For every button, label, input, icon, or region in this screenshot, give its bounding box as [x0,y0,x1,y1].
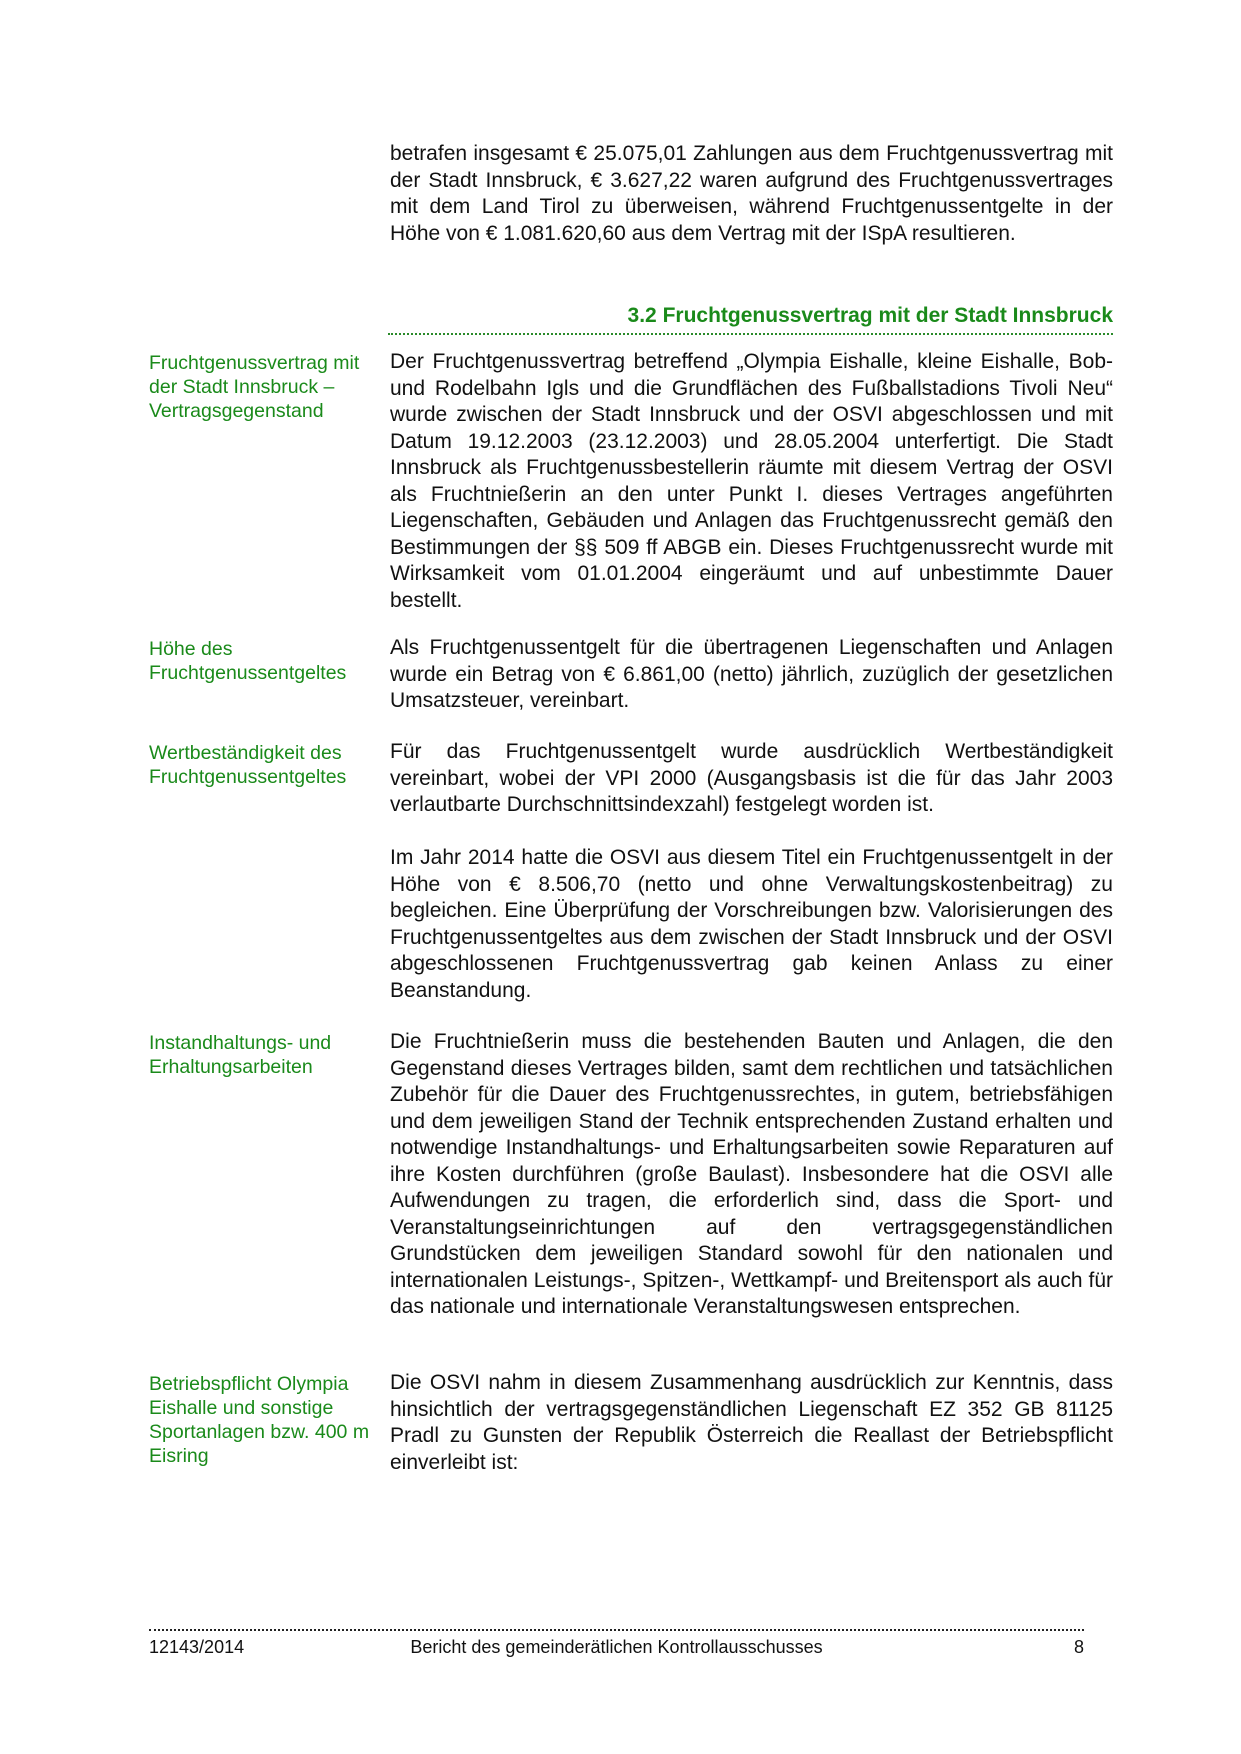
section-heading-rule [388,333,1113,335]
footer-report-number: 12143/2014 [149,1637,245,1657]
margin-label-vertragsgegenstand: Fruchtgenussvertrag mit der Stadt Innsbruck – Vertragsgegenstand [149,352,360,422]
footer-title: Bericht des gemeinderätlichen Kontrollausschusses [410,1637,823,1657]
margin-label-wertbestaendigkeit: Wertbeständigkeit des Fruchtgenussentgeltes [149,742,347,788]
page-footer [149,1635,1084,1659]
margin-label-instandhaltung: Instandhaltungs- und Erhaltungsarbeiten [149,1032,332,1078]
paragraph-entgelt-2014: Im Jahr 2014 hatte die OSVI aus diesem Titel ein Fruchtgenussentgelt in der Höhe von € 8.506,70 (netto und ohne Verwaltungskostenbeitrag) zu begleichen. Eine Überprüfung der Vorschreibungen bzw. Valorisierungen des Fruchtgenussentgeltes aus dem zwischen der Stadt Innsbruck und der OSVI abgeschlossenen Fruchtgenussvertrag gab keinen Anlass zu einer Beanstandung. [390,846,1113,1002]
paragraph-vertragsgegenstand: Der Fruchtgenussvertrag betreffend „Olympia Eishalle, kleine Eishalle, Bob- und Rodelbahn Igls und die Grundflächen des Fußballstadions Tivoli Neu“ wurde zwischen der Stadt Innsbruck und der OSVI abgeschlossen und mit Datum 19.12.2003 (23.12.2003) und 28.05.2004 unterfertigt. Die Stadt Innsbruck als Fruchtgenussbestellerin räumte mit diesem Vertrag der OSVI als Fruchtnießerin an den unter Punkt I. dieses Vertrages angeführten Liegenschaften, Gebäuden und Anlagen das Fruchtgenussrecht gemäß den Bestimmungen der §§ 509 ff ABGB ein. Dieses Fruchtgenussrecht wurde mit Wirksamkeit vom 01.01.2004 eingeräumt und auf unbestimmte Dauer bestellt. [390,350,1113,612]
footer-page-number: 8 [1073,1637,1084,1657]
footer-rule [149,1629,1084,1631]
margin-label-hoehe-entgelt: Höhe des Fruchtgenussentgeltes [149,638,347,684]
paragraph-instandhaltung: Die Fruchtnießerin muss die bestehenden Bauten und Anlagen, die den Gegenstand dieses Vertrages bilden, samt dem rechtlichen und tatsächlichen Zubehör für die Dauer des Fruchtgenussrechtes, in gutem, betriebsfähigen und dem jeweiligen Stand der Technik entsprechenden Zustand erhalten und notwendige Instandhaltungs- und Erhaltungsarbeiten sowie Reparaturen auf ihre Kosten durchführen (große Baulast). Insbesondere hat die OSVI alle Aufwendungen zu tragen, die erforderlich sind, dass die Sport- und Veranstaltungseinrichtungen auf den vertragsgegenständlichen Grundstücken dem jeweiligen Standard sowohl für den nationalen und internationalen Leistungs-, Spitzen-, Wettkampf- und Breitensport als auch für das nationale und internationale Veranstaltungswesen entsprechen. [390,1030,1113,1318]
intro-paragraph: betrafen insgesamt € 25.075,01 Zahlungen aus dem Fruchtgenussvertrag mit der Stadt Innsbruck, € 3.627,22 waren aufgrund des Fruchtgenussvertrages mit dem Land Tirol zu überweisen, während Fruchtgenussentgelte in der Höhe von € 1.081.620,60 aus dem Vertrag mit der ISpA resultieren. [390,142,1113,245]
paragraph-hoehe-entgelt: Als Fruchtgenussentgelt für die übertragenen Liegenschaften und Anlagen wurde ein Betrag von € 6.861,00 (netto) jährlich, zuzüglich der gesetzlichen Umsatzsteuer, vereinbart. [390,636,1113,712]
paragraph-wertbestaendigkeit: Für das Fruchtgenussentgelt wurde ausdrücklich Wertbeständigkeit vereinbart, wobei der VPI 2000 (Ausgangsbasis ist die für das Jahr 2003 verlautbarte Durchschnittsindexzahl) festgelegt worden ist. [390,740,1113,816]
section-heading: 3.2 Fruchtgenussvertrag mit der Stadt Innsbruck [627,304,1113,327]
margin-label-betriebspflicht: Betriebspflicht Olympia Eishalle und sonstige Sportanlagen bzw. 400 m Eisring [149,1373,370,1467]
paragraph-betriebspflicht: Die OSVI nahm in diesem Zusammenhang ausdrücklich zur Kenntnis, dass hinsichtlich der vertragsgegenständlichen Liegenschaft EZ 352 GB 81125 Pradl zu Gunsten der Republik Österreich die Reallast der Betriebspflicht einverleibt ist: [390,1371,1113,1474]
